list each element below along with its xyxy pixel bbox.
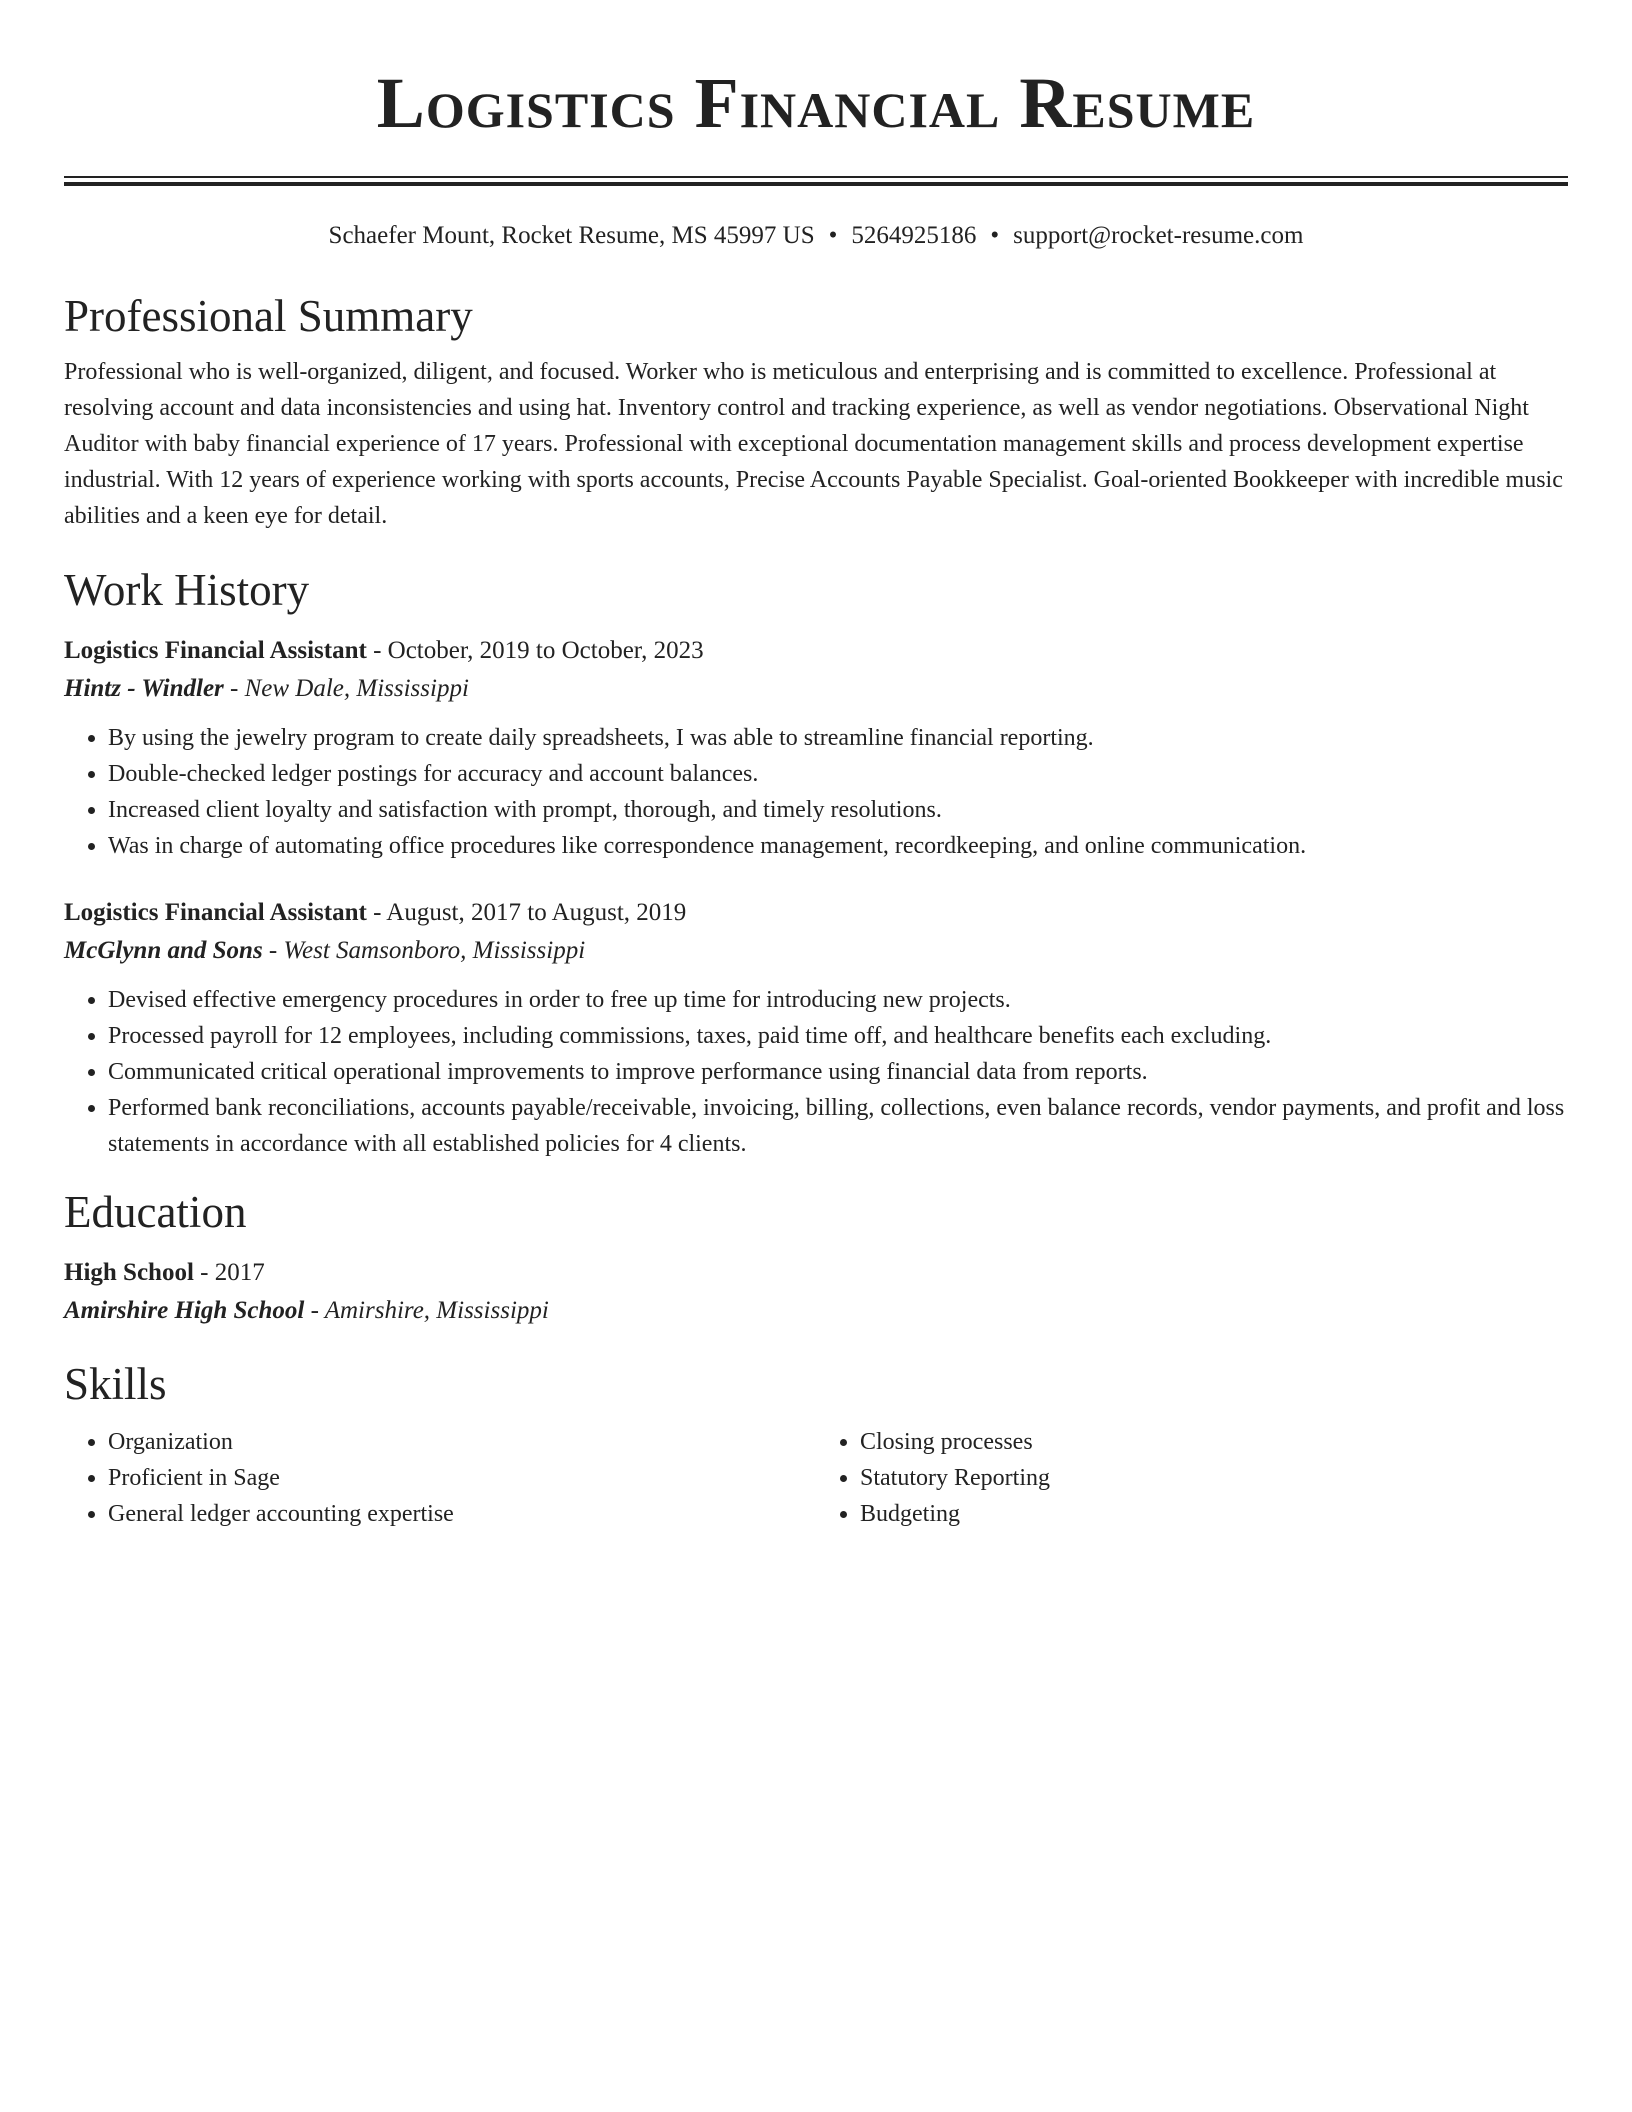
- skill-item: • Statutory Reporting: [860, 1460, 1568, 1496]
- job-duties: [64, 982, 1568, 1162]
- skills-section: [64, 1356, 1568, 1532]
- contact-phone: 5264925186: [851, 222, 977, 249]
- skill-item: • Closing processes: [860, 1424, 1568, 1460]
- job-title-line: [64, 894, 1568, 932]
- skills-list-right: [816, 1424, 1568, 1532]
- job-employer: Hintz - Windler: [64, 675, 224, 702]
- job-location: - New Dale, Mississippi: [223, 675, 469, 702]
- job-employer-line: [64, 932, 1568, 970]
- contact-separator: •: [990, 222, 1000, 249]
- job-location: - West Samsonboro, Mississippi: [262, 937, 586, 964]
- list-item: • Processed payroll for 12 employees, including commissions, taxes, paid time off, and healthcare benefits each excluding.: [108, 1018, 1568, 1054]
- work-history-heading: Work History: [64, 565, 310, 615]
- job-dates: - October, 2019 to October, 2023: [366, 637, 704, 664]
- work-history-section: [64, 562, 1568, 1162]
- list-item: • Increased client loyalty and satisfaction with prompt, thorough, and timely resolutions.: [108, 792, 1568, 828]
- contact-separator: •: [828, 222, 838, 249]
- job-duties: [64, 720, 1568, 864]
- list-item: • Was in charge of automating office procedures like correspondence management, recordkeeping, and online communication.: [108, 828, 1568, 864]
- resume-title: Logistics Financial Resume: [376, 63, 1256, 143]
- skill-item: • Organization: [108, 1424, 816, 1460]
- summary-heading: Professional Summary: [64, 291, 473, 341]
- list-item: • Devised effective emergency procedures in order to free up time for introducing new projects.: [108, 982, 1568, 1018]
- education-year: - 2017: [193, 1259, 265, 1286]
- education-section: [64, 1184, 1568, 1330]
- job-title: Logistics Financial Assistant: [64, 899, 367, 926]
- education-school: Amirshire High School: [64, 1297, 305, 1324]
- education-school-line: [64, 1292, 1568, 1330]
- skill-item: • Budgeting: [860, 1496, 1568, 1532]
- job-dates: - August, 2017 to August, 2019: [366, 899, 687, 926]
- job-entry: [64, 632, 1568, 864]
- skills-heading: Skills: [64, 1359, 167, 1409]
- skills-grid: [64, 1424, 1568, 1532]
- job-employer: McGlynn and Sons: [64, 937, 263, 964]
- list-item: • Communicated critical operational improvements to improve performance using financial data from reports.: [108, 1054, 1568, 1090]
- list-item: • Double-checked ledger postings for accuracy and account balances.: [108, 756, 1568, 792]
- skill-item: • General ledger accounting expertise: [108, 1496, 816, 1532]
- education-heading: Education: [64, 1187, 247, 1237]
- contact-address: Schaefer Mount, Rocket Resume, MS 45997 US: [328, 222, 815, 249]
- summary-text: Professional who is well-organized, diligent, and focused. Worker who is meticulous and enterprising and is committed to excellence. Professional at resolving account and data inconsistencies and using hat. Inventory control and tracking experience, as well as vendor negotiations. Observational Night Auditor with baby financial experience of 17 years. Professional with exceptional documentation management skills and process development expertise industrial. With 12 years of experience working with sports accounts, Precise Accounts Payable Specialist. Goal-oriented Bookkeeper with incredible music abilities and a keen eye for detail.: [64, 359, 1563, 529]
- summary-section: [64, 288, 1568, 534]
- education-entry: [64, 1254, 1568, 1330]
- skills-list-left: [64, 1424, 816, 1532]
- job-entry: [64, 894, 1568, 1162]
- skill-item: • Proficient in Sage: [108, 1460, 816, 1496]
- job-employer-line: [64, 670, 1568, 708]
- job-title: Logistics Financial Assistant: [64, 637, 367, 664]
- job-title-line: [64, 632, 1568, 670]
- education-degree: High School: [64, 1259, 194, 1286]
- list-item: • By using the jewelry program to create daily spreadsheets, I was able to streamline financial reporting.: [108, 720, 1568, 756]
- title-divider: [64, 176, 1568, 186]
- contact-line: [64, 220, 1568, 252]
- education-degree-line: [64, 1254, 1568, 1292]
- contact-email: support@rocket-resume.com: [1013, 222, 1304, 249]
- education-location: - Amirshire, Mississippi: [304, 1297, 549, 1324]
- list-item: • Performed bank reconciliations, accounts payable/receivable, invoicing, billing, collections, even balance records, vendor payments, and profit and loss statements in accordance with all established policies for 4 clients.: [108, 1090, 1568, 1162]
